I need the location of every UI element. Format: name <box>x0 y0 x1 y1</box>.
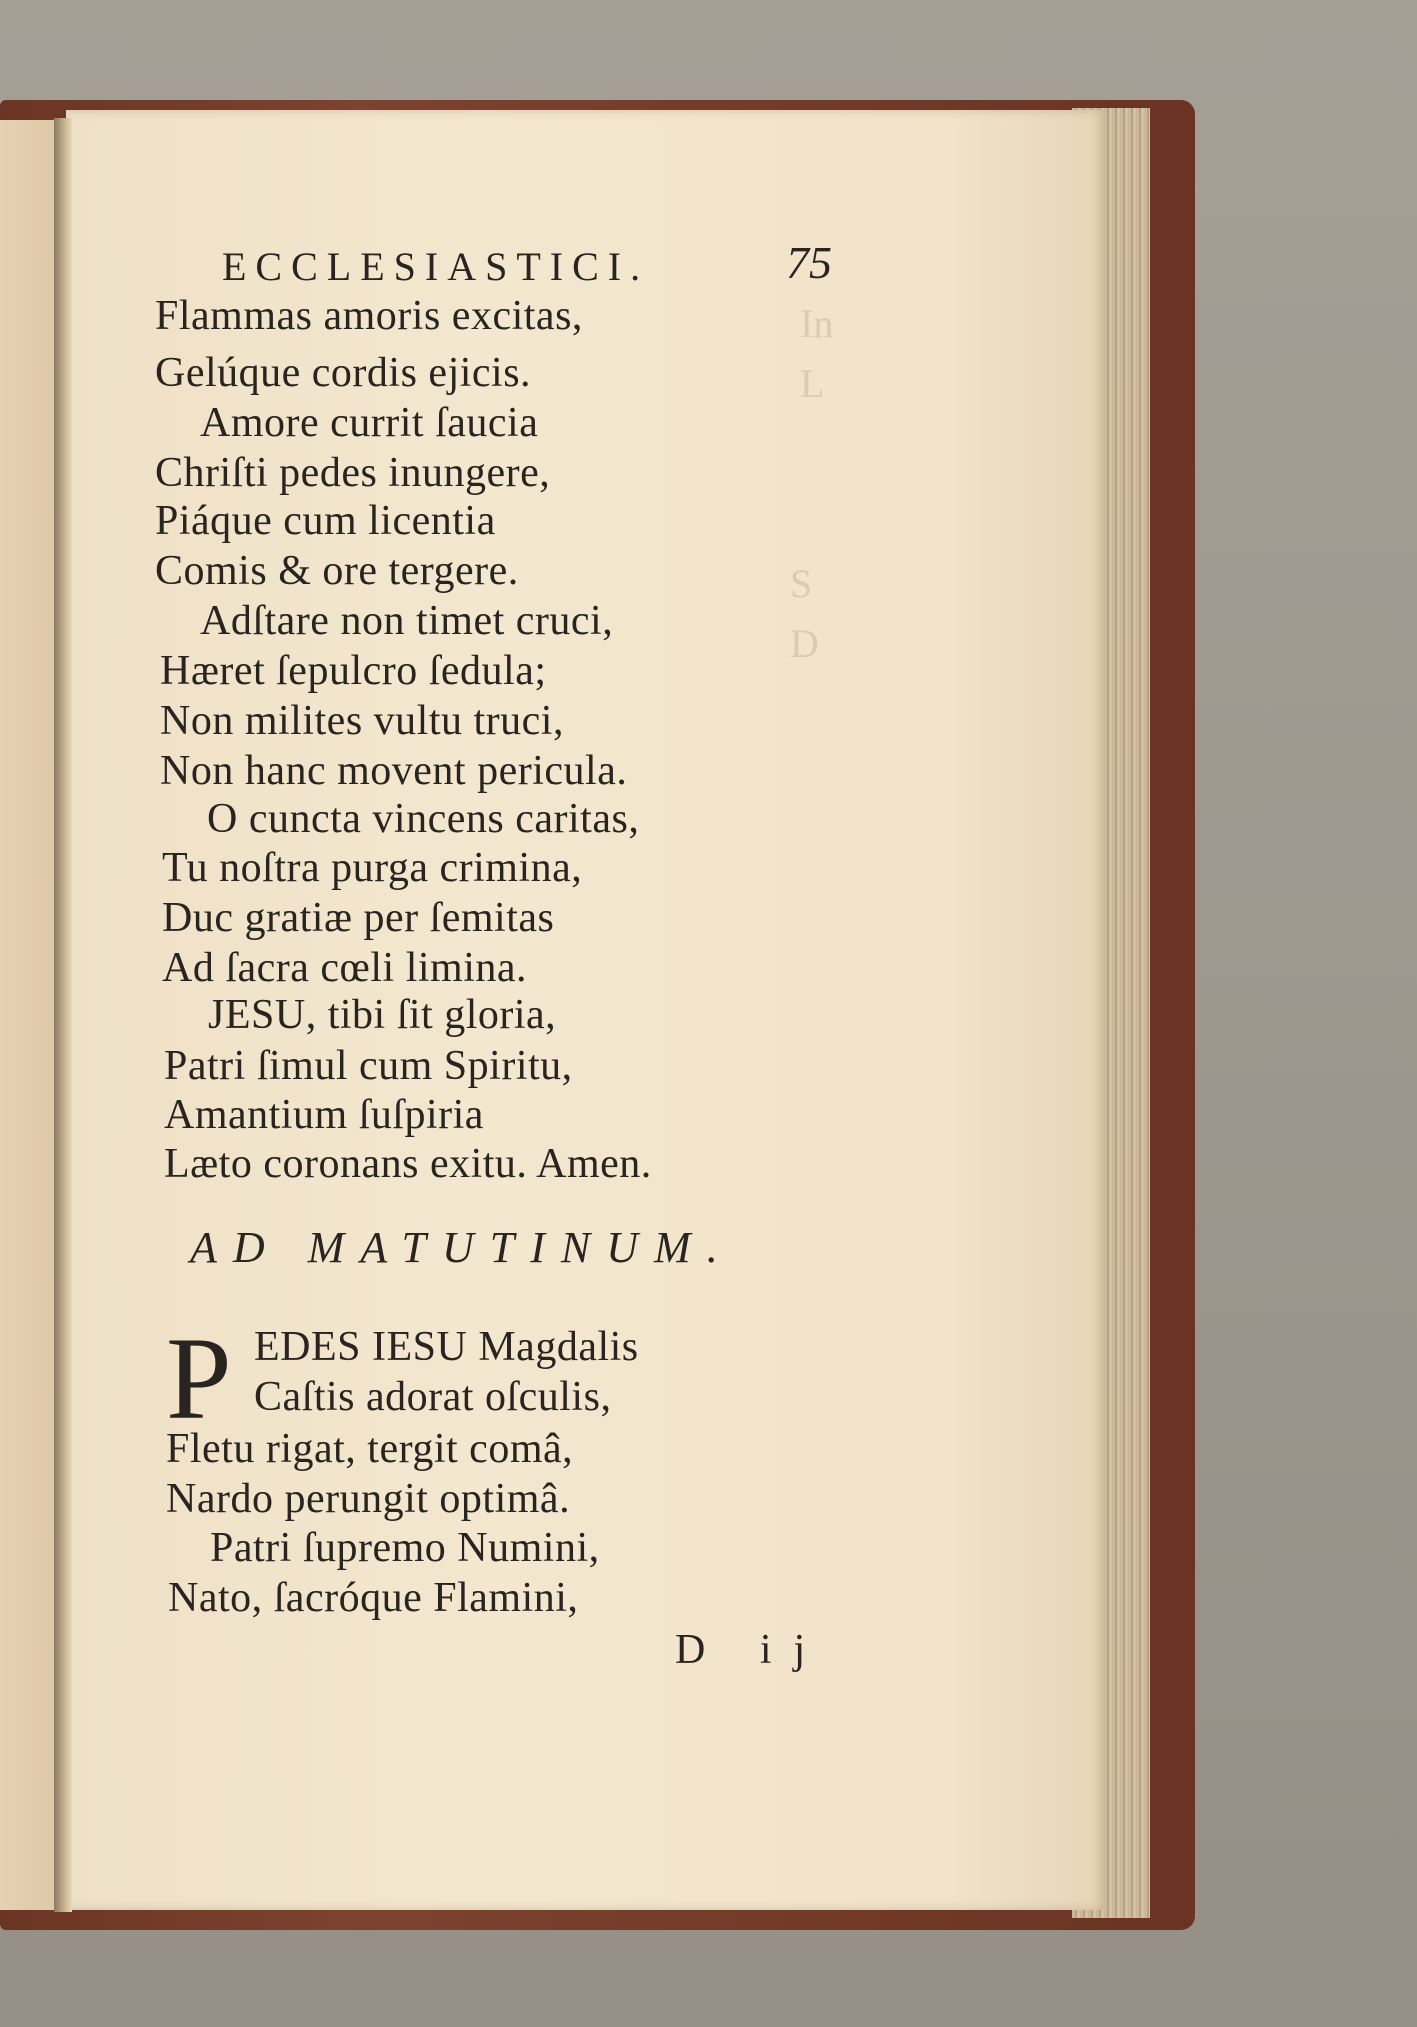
verse-line: Caſtis adorat oſculis, <box>254 1374 612 1420</box>
verse-line: Amore currit ſaucia <box>200 400 539 446</box>
verse-line: Duc gratiæ per ſemitas <box>162 895 555 941</box>
verse-line: Non hanc movent pericula. <box>160 748 628 794</box>
drop-cap: P <box>166 1313 233 1444</box>
verse-line: Nardo perungit optimâ. <box>166 1476 571 1522</box>
scan-viewport: In L S D ECCLESIASTICI. 75 Flammas amoris excitas, Gelúque cordis ejicis. Amore currit ſaucia Chriſti pedes inungere, Piáque cum licentia Comis & ore tergere. Adſtare non timet cruci, Hæret ſepulcro ſedula; Non milites vultu truci, Non hanc movent pericula. O cuncta vincens caritas, Tu noſtra purga crimina, Duc gratiæ per ſemitas Ad ſacra cœli limina. JESU, tibi ſit gloria, Patri ſimul cum Spiritu, Amantium ſuſpiria Læto coronans exitu. Amen. AD MATUTINUM. P EDES IESU Magdalis Caſtis adorat oſculis, Fletu rigat, tergit comâ, Nardo perungit optimâ. Patri ſupremo Numini, Nato, ſacróque Flamini, D ij <box>0 0 1417 2027</box>
verse-line: Non milites vultu truci, <box>160 698 564 744</box>
verse-line: Hæret ſepulcro ſedula; <box>160 648 547 694</box>
verse-line: Gelúque cordis ejicis. <box>155 350 532 396</box>
verse-line: Piáque cum licentia <box>155 498 496 544</box>
page-number: 75 <box>786 237 832 288</box>
left-page-edge <box>0 120 60 1910</box>
verse-line: Fletu rigat, tergit comâ, <box>166 1426 574 1472</box>
verse-line: O cuncta vincens caritas, <box>207 796 640 842</box>
verse-line: Flammas amoris excitas, <box>155 293 583 339</box>
verse-line: EDES IESU Magdalis <box>254 1324 639 1370</box>
verse-line: JESU, tibi ſit gloria, <box>208 992 557 1038</box>
verse-line: Amantium ſuſpiria <box>164 1092 484 1138</box>
verse-line: Ad ſacra cœli limina. <box>162 945 528 991</box>
verse-line: Nato, ſacróque Flamini, <box>168 1575 579 1621</box>
verse-line: Tu noſtra purga crimina, <box>162 845 583 891</box>
book-gutter <box>54 118 72 1912</box>
verse-line: Adſtare non timet cruci, <box>200 598 614 644</box>
verse-line: Patri ſupremo Numini, <box>210 1525 600 1571</box>
verse-line: Chriſti pedes inungere, <box>155 450 551 496</box>
verse-line: Comis & ore tergere. <box>155 548 519 594</box>
verse-line: Patri ſimul cum Spiritu, <box>164 1043 573 1089</box>
signature-mark: D ij <box>675 1627 828 1673</box>
section-title: AD MATUTINUM. <box>190 1223 734 1272</box>
running-head: ECCLESIASTICI. <box>222 244 650 289</box>
verse-line: Læto coronans exitu. Amen. <box>164 1141 652 1187</box>
